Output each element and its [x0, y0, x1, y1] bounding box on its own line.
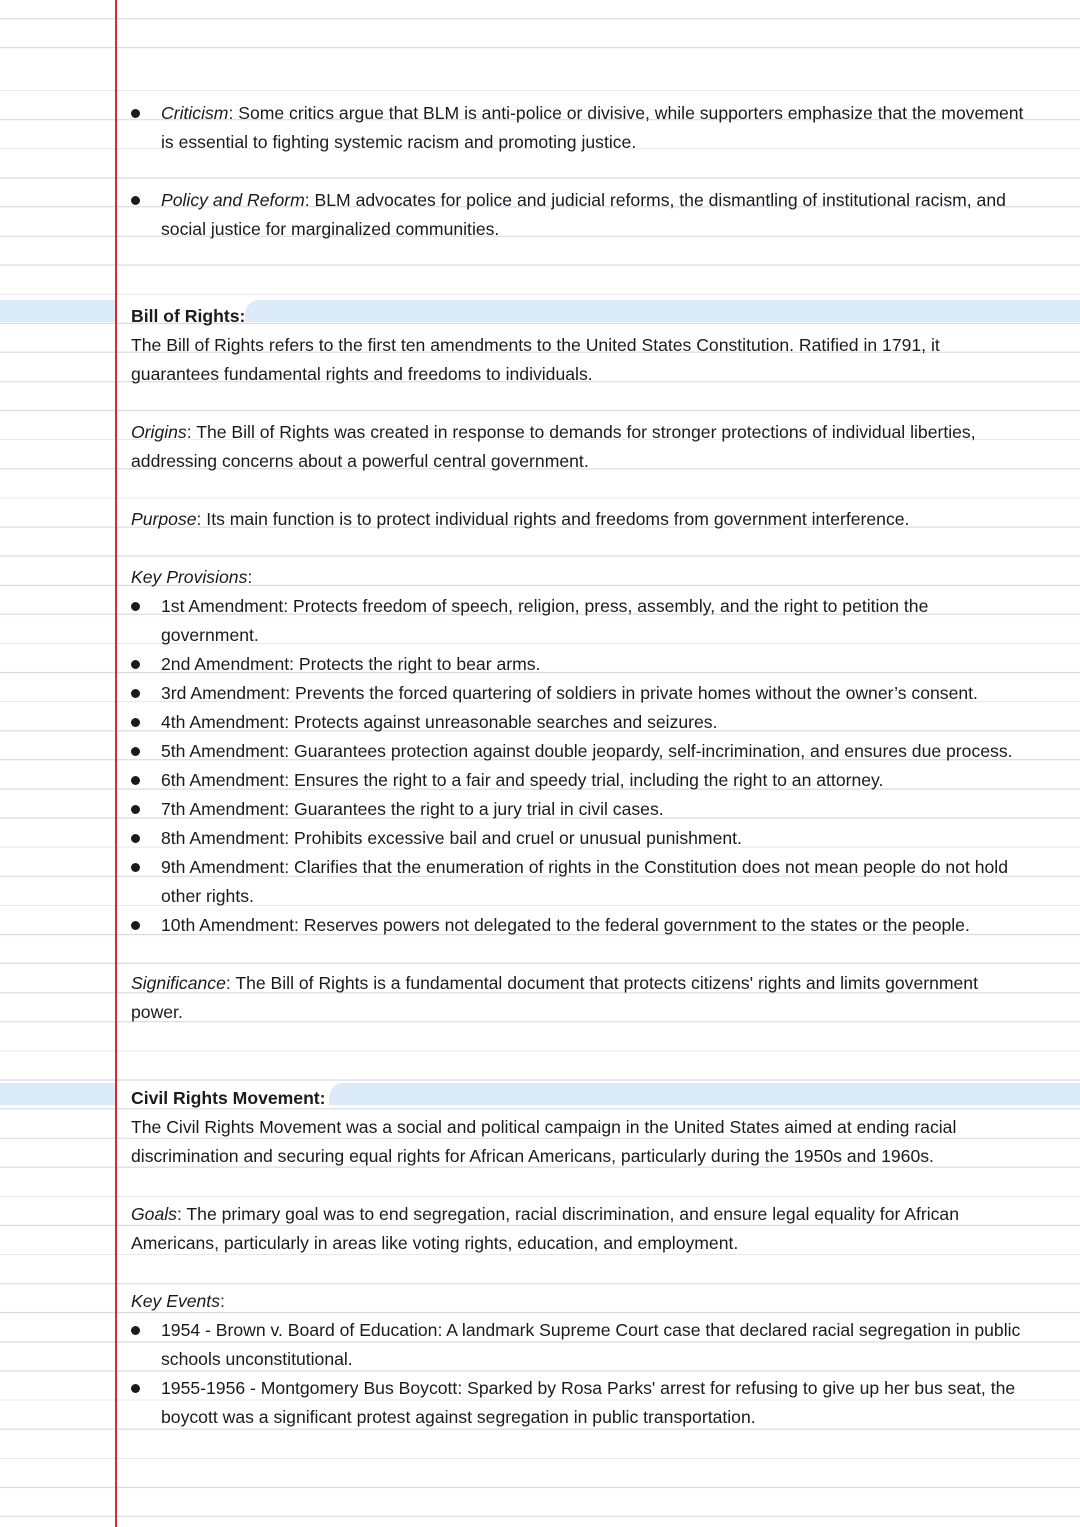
- margin-line: [115, 0, 117, 1527]
- key-events-colon: :: [220, 1291, 225, 1311]
- provision-item: [161, 650, 540, 679]
- bullet: [131, 602, 140, 611]
- provision-item-cont: government.: [161, 625, 259, 645]
- criticism-text: : Some critics argue that BLM is anti-police or divisive, while supporters emphasize that the movement: [228, 103, 1024, 123]
- event-text: 1955-1956 - Montgomery Bus Boycott: Sparked by Rosa Parks' arrest for refusing to give up her bus seat, the: [161, 1378, 1016, 1398]
- significance-paragraph: [131, 969, 978, 998]
- civil-rights-heading: Civil Rights Movement:: [131, 1088, 326, 1108]
- bullet: [131, 747, 140, 756]
- purpose-paragraph: [131, 505, 909, 534]
- provision-text: 1st Amendment: Protects freedom of speech, religion, press, assembly, and the right to petition the: [161, 596, 929, 616]
- civil-rights-intro-1: The Civil Rights Movement was a social and political campaign in the United States aimed at ending racial: [131, 1117, 957, 1137]
- heading-highlight-right: [245, 300, 1080, 322]
- event-text: 1954 - Brown v. Board of Education: A landmark Supreme Court case that declared racial segregation in public: [161, 1320, 1021, 1340]
- provision-item: [161, 795, 664, 824]
- purpose-text: : Its main function is to protect individual rights and freedoms from government interference.: [196, 509, 910, 529]
- policy-bullet-item: [161, 186, 1006, 215]
- bullet: [131, 196, 140, 205]
- provision-text: 6th Amendment: Ensures the right to a fair and speedy trial, including the right to an attorney.: [161, 770, 884, 790]
- significance-text-cont: power.: [131, 1002, 183, 1022]
- criticism-label: Criticism: [161, 103, 229, 123]
- bullet: [131, 863, 140, 872]
- origins-text: : The Bill of Rights was created in response to demands for stronger protections of individual liberties,: [186, 422, 976, 442]
- significance-text: : The Bill of Rights is a fundamental document that protects citizens' rights and limits government: [225, 973, 978, 993]
- provision-text: 10th Amendment: Reserves powers not delegated to the federal government to the states or the people.: [161, 915, 970, 935]
- provision-item: [161, 708, 718, 737]
- bullet: [131, 718, 140, 727]
- provision-text: 2nd Amendment: Protects the right to bear arms.: [161, 654, 541, 674]
- purpose-label: Purpose: [131, 509, 197, 529]
- policy-text-cont: social justice for marginalized communities.: [161, 219, 500, 239]
- event-item: [161, 1316, 1020, 1345]
- goals-label: Goals: [131, 1204, 177, 1224]
- provision-text: 7th Amendment: Guarantees the right to a jury trial in civil cases.: [161, 799, 664, 819]
- key-events-label: Key Events: [131, 1291, 220, 1311]
- criticism-text-cont: is essential to fighting systemic racism and promoting justice.: [161, 132, 637, 152]
- provision-item-cont: other rights.: [161, 886, 254, 906]
- key-provisions-label: Key Provisions: [131, 567, 248, 587]
- heading-highlight-left: [0, 300, 115, 322]
- provision-item: [161, 853, 1008, 882]
- origins-paragraph: [131, 418, 976, 447]
- bullet: [131, 109, 140, 118]
- provision-text: 9th Amendment: Clarifies that the enumeration of rights in the Constitution does not mean people do not hold: [161, 857, 1008, 877]
- event-item-cont: schools unconstitutional.: [161, 1349, 353, 1369]
- bullet: [131, 776, 140, 785]
- provision-item: [161, 679, 978, 708]
- bill-of-rights-intro-2: guarantees fundamental rights and freedoms to individuals.: [131, 364, 593, 384]
- event-item-cont: boycott was a significant protest against segregation in public transportation.: [161, 1407, 756, 1427]
- provision-text: 3rd Amendment: Prevents the forced quartering of soldiers in private homes without the owner’s consent.: [161, 683, 978, 703]
- bill-of-rights-heading: Bill of Rights:: [131, 306, 246, 326]
- bill-of-rights-intro-1: The Bill of Rights refers to the first ten amendments to the United States Constitution. Ratified in 1791, it: [131, 335, 940, 355]
- provision-item: [161, 824, 742, 853]
- goals-text: : The primary goal was to end segregation, racial discrimination, and ensure legal equality for African: [176, 1204, 960, 1224]
- key-provisions-heading: [131, 563, 252, 592]
- key-events-heading: [131, 1287, 225, 1316]
- bullet: [131, 689, 140, 698]
- goals-text-cont: Americans, particularly in areas like voting rights, education, and employment.: [131, 1233, 739, 1253]
- bullet: [131, 834, 140, 843]
- bullet: [131, 660, 140, 669]
- event-item: [161, 1374, 1015, 1403]
- heading-highlight-left: [0, 1083, 115, 1105]
- goals-paragraph: [131, 1200, 959, 1229]
- origins-text-cont: addressing concerns about a powerful central government.: [131, 451, 589, 471]
- key-provisions-colon: :: [247, 567, 253, 587]
- bullet: [131, 921, 140, 930]
- provision-item: [161, 766, 883, 795]
- origins-label: Origins: [131, 422, 187, 442]
- provision-item: [161, 592, 928, 621]
- bullet: [131, 1384, 140, 1393]
- provision-item: [161, 737, 1013, 766]
- civil-rights-intro-2: discrimination and securing equal rights for African Americans, particularly during the 1950s and 1960s.: [131, 1146, 934, 1166]
- policy-text: : BLM advocates for police and judicial reforms, the dismantling of institutional racism, and: [304, 190, 1006, 210]
- bullet: [131, 1326, 140, 1335]
- provision-text: 5th Amendment: Guarantees protection against double jeopardy, self-incrimination, and ensures due process.: [161, 741, 1013, 761]
- policy-label: Policy and Reform: [161, 190, 305, 210]
- significance-label: Significance: [131, 973, 226, 993]
- provision-item: [161, 911, 970, 940]
- criticism-bullet-item: [161, 99, 1023, 128]
- heading-highlight-right: [329, 1083, 1080, 1105]
- provision-text: 8th Amendment: Prohibits excessive bail and cruel or unusual punishment.: [161, 828, 742, 848]
- provision-text: 4th Amendment: Protects against unreasonable searches and seizures.: [161, 712, 718, 732]
- bullet: [131, 805, 140, 814]
